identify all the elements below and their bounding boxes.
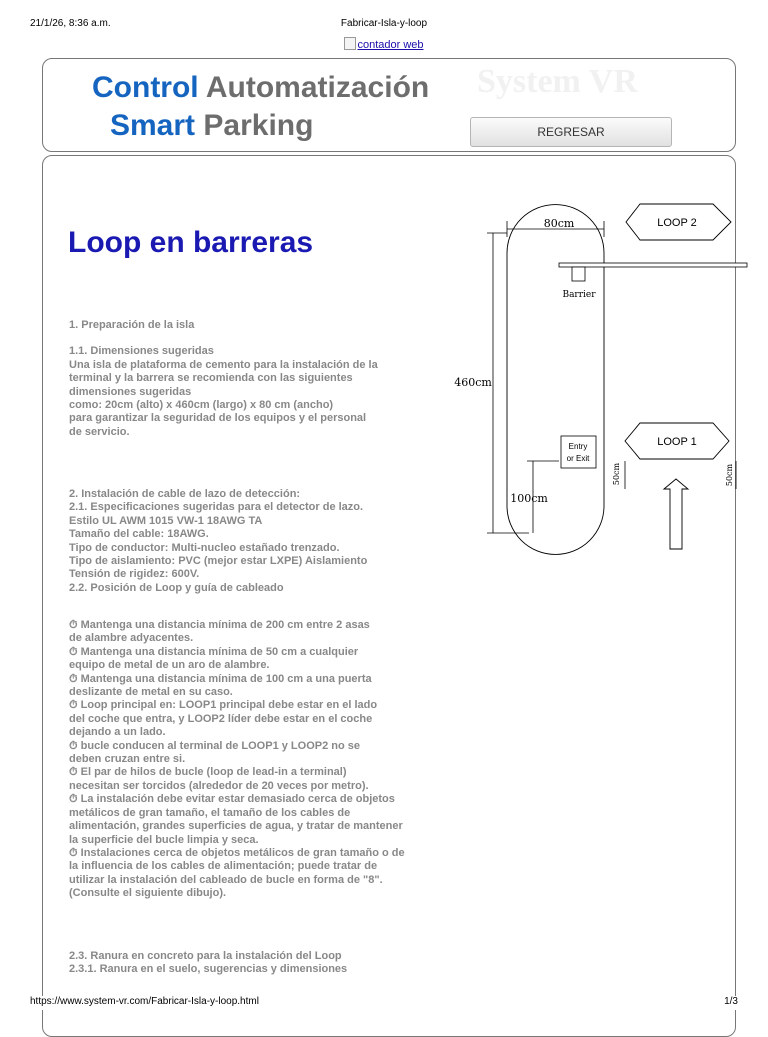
island-loop-diagram bbox=[429, 211, 729, 561]
barrier-label: Barrier bbox=[562, 290, 596, 300]
section-3-line: 2.3.1. Ranura en el suelo, sugerencias y dimensiones bbox=[69, 963, 348, 976]
brand-line-2 bbox=[110, 109, 313, 143]
section-1-line: dimensiones sugeridas bbox=[69, 385, 192, 398]
bullet-line: dejando a un lado. bbox=[69, 726, 166, 739]
bullet-line: ⏱ La instalación debe evitar estar demasiado cerca de objetos bbox=[69, 793, 395, 806]
bullet-line: ⏱ Mantenga una distancia mínima de 50 cm a cualquier bbox=[69, 645, 359, 658]
section-2-line: 2.1. Especificaciones sugeridas para el detector de lazo. bbox=[69, 501, 364, 514]
section-3 bbox=[69, 950, 424, 977]
section-2-line: Tipo de aislamiento: PVC (mejor estar LXPE) Aislamiento bbox=[69, 555, 368, 568]
bullet-line: utilizar la instalación del cableado de bucle en forma de "8". bbox=[69, 873, 383, 886]
print-header bbox=[30, 18, 738, 32]
gap-right-marker bbox=[725, 461, 737, 501]
brand-automatizacion: Automatización bbox=[205, 71, 430, 104]
content-panel bbox=[42, 155, 736, 1037]
broken-image-icon bbox=[344, 37, 356, 50]
bullet-line: (Consulte el siguiente dibujo). bbox=[69, 887, 227, 900]
bullet-line: ⏱ Instalaciones cerca de objetos metálicos de gran tamaño o de bbox=[69, 846, 405, 859]
back-button[interactable]: REGRESAR bbox=[470, 117, 672, 147]
print-title: Fabricar-Isla-y-loop bbox=[340, 18, 428, 29]
section-2-title: 2. Instalación de cable de lazo de detección: bbox=[69, 488, 301, 500]
print-footer bbox=[30, 996, 738, 1010]
section-2 bbox=[69, 488, 424, 595]
counter-widget bbox=[0, 37, 768, 51]
bullet-line: ⏱ Loop principal en: LOOP1 principal debe estar en el lado bbox=[69, 699, 378, 712]
length-label: 460cm bbox=[454, 376, 492, 389]
section-1-line: de servicio. bbox=[69, 425, 130, 438]
bullet-line: necesitan ser torcidos (alrededor de 20 veces por metro). bbox=[69, 779, 369, 792]
gap-left-label: 50cm bbox=[612, 462, 621, 486]
entry-label-1: Entry bbox=[568, 442, 588, 451]
site-header bbox=[42, 58, 736, 152]
page-number: 1/3 bbox=[724, 996, 738, 1007]
section-2-line: Tamaño del cable: 18AWG. bbox=[69, 528, 209, 541]
bullet-line: alimentación, grandes superficies de agua, y tratar de mantener bbox=[69, 820, 403, 833]
bullet-line: ⏱ bucle conducen al terminal de LOOP1 y LOOP2 no se bbox=[69, 739, 360, 752]
section-1-line: como: 20cm (alto) x 460cm (largo) x 80 cm (ancho) bbox=[69, 399, 334, 412]
section-2-line: Estilo UL AWM 1015 VW-1 18AWG TA bbox=[69, 514, 263, 527]
section-1 bbox=[69, 319, 424, 439]
bullet-line: metálicos de gran tamaño, el tamaño de los cables de bbox=[69, 806, 351, 819]
width-label: 80cm bbox=[543, 217, 575, 230]
section-2-line: Tensión de rigidez: 600V. bbox=[69, 568, 200, 581]
bullet-line: la superficie del bucle limpia y seca. bbox=[69, 833, 259, 846]
counter-link[interactable]: contador web bbox=[357, 39, 424, 51]
lower-label: 100cm bbox=[510, 492, 548, 505]
section-1-line: terminal y la barrera se recomienda con las siguientes bbox=[69, 372, 353, 385]
bullet-line: la influencia de los cables de alimentación; puede tratar de bbox=[69, 860, 378, 873]
loop-1-label: LOOP 1 bbox=[657, 436, 697, 448]
bullet-line: ⏱ Mantenga una distancia mínima de 100 cm a una puerta bbox=[69, 672, 372, 685]
bullet-line: del coche que entra, y LOOP2 líder debe estar en el coche bbox=[69, 712, 373, 725]
bullet-line: deslizante de metal en su caso. bbox=[69, 686, 233, 699]
section-2-line: Tipo de conductor: Multi-nucleo estañado trenzado. bbox=[69, 541, 340, 554]
entry-label-2: or Exit bbox=[566, 454, 590, 463]
direction-arrow-icon bbox=[664, 479, 688, 549]
section-1-title: 1. Preparación de la isla bbox=[69, 319, 195, 331]
bullet-line: deben cruzan entre si. bbox=[69, 753, 186, 766]
loop-2-label: LOOP 2 bbox=[657, 217, 697, 229]
entry-terminal bbox=[561, 436, 596, 468]
bullet-line: equipo de metal de un aro de alambre. bbox=[69, 659, 270, 672]
brand-control: Control bbox=[92, 71, 199, 104]
brand-parking: Parking bbox=[203, 109, 314, 142]
print-url: https://www.system-vr.com/Fabricar-Isla-y-loop.html bbox=[30, 996, 259, 1007]
bullet-line: ⏱ Mantenga una distancia mínima de 200 cm entre 2 asas bbox=[69, 619, 370, 631]
brand-line-1 bbox=[92, 71, 429, 105]
section-2-line: 2.2. Posición de Loop y guía de cableado bbox=[69, 581, 284, 594]
page-title: Loop en barreras bbox=[68, 226, 314, 259]
section-3-line: 2.3. Ranura en concreto para la instalación del Loop bbox=[69, 950, 342, 962]
barrier-arm bbox=[559, 263, 747, 267]
print-date: 21/1/26, 8:36 a.m. bbox=[30, 18, 111, 29]
brand-smart: Smart bbox=[110, 109, 196, 142]
bullet-line: de alambre adyacentes. bbox=[69, 632, 194, 645]
barrier-cabinet bbox=[572, 267, 585, 281]
gap-right-label: 50cm bbox=[725, 463, 734, 487]
guidelines-list bbox=[69, 619, 431, 901]
bullet-line: ⏱ El par de hilos de bucle (loop de lead-in a terminal) bbox=[69, 766, 347, 779]
section-1-line: Una isla de plataforma de cemento para la instalación de la bbox=[69, 358, 378, 371]
section-1-subtitle: 1.1. Dimensiones sugeridas bbox=[69, 345, 214, 358]
watermark-logo: System VR bbox=[477, 63, 638, 100]
section-1-line: para garantizar la seguridad de los equipos y el personal bbox=[69, 412, 367, 425]
